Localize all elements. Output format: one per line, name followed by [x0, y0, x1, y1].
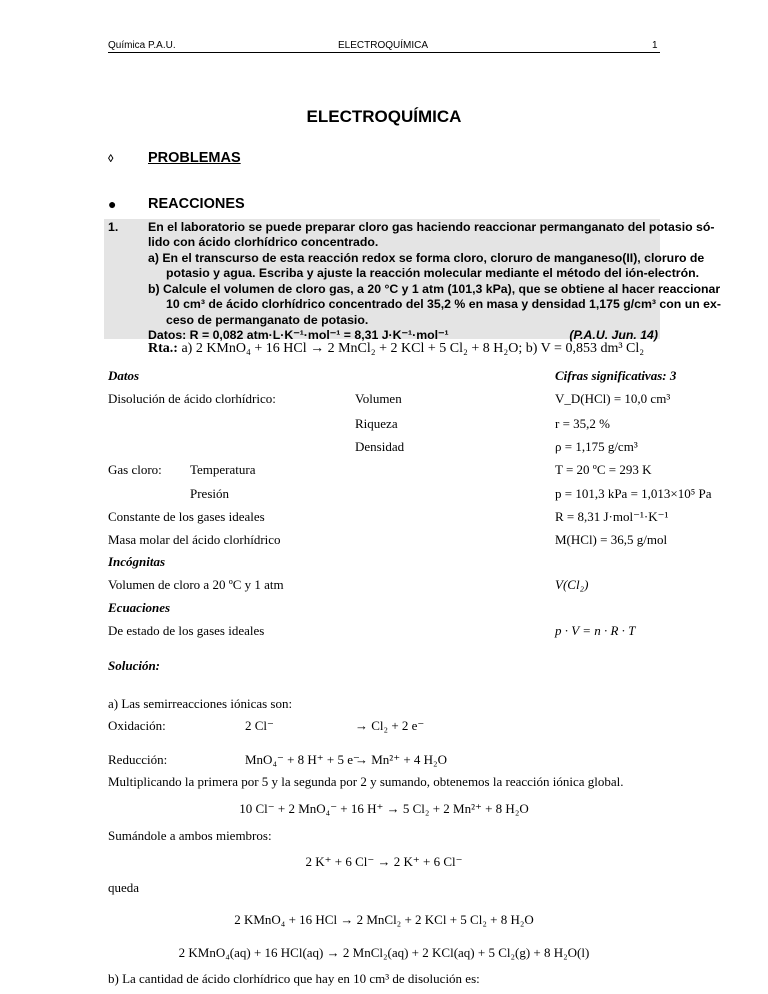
solution-heading: Solución: [108, 658, 161, 673]
subsection-heading: REACCIONES [148, 196, 245, 212]
row-value: T = 20 ºC = 293 K [555, 462, 652, 477]
equation: 2 K⁺ + 6 Cl⁻ → 2 K⁺ + 6 Cl⁻ [305, 854, 463, 869]
row-label: De estado de los gases ideales [108, 623, 265, 638]
row-value: V(Cl₂) [555, 577, 589, 592]
section-bullet: ◊ [108, 153, 114, 165]
problem-line: En el laboratorio se puede preparar cloro gas haciendo reaccionar permanganato del potasio só- [148, 220, 715, 234]
problem-number: 1. [108, 220, 119, 234]
half-reaction-right: → Cl₂ + 2 e⁻ [355, 718, 425, 733]
half-reaction-right: → Mn²⁺ + 4 H₂O [355, 752, 447, 767]
row-value: p = 101,3 kPa = 1,013×10⁵ Pa [555, 486, 712, 501]
solution-text: queda [108, 880, 140, 895]
section-heading: PROBLEMAS [148, 150, 241, 166]
row-label: Constante de los gases ideales [108, 509, 265, 524]
datos-heading: Datos [108, 368, 140, 383]
ecuaciones-heading: Ecuaciones [108, 600, 171, 615]
incognitas-heading: Incógnitas [108, 554, 166, 569]
half-reaction-left: MnO₄⁻ + 8 H⁺ + 5 e⁻ [245, 752, 360, 767]
equation: 2 KMnO₄(aq) + 16 HCl(aq) → 2 MnCl₂(aq) + 2 KCl(aq) + 5 Cl₂(g) + 8 H₂O(l) [178, 945, 590, 960]
page-title: ELECTROQUÍMICA [306, 107, 462, 126]
row-value: p · V = n · R · T [555, 623, 636, 638]
row-label: Gas cloro: [108, 462, 162, 477]
problem-line: b) Calcule el volumen de cloro gas, a 20 °C y 1 atm (101,3 kPa), que se obtiene al hacer reaccionar [148, 282, 721, 296]
solution-text: b) La cantidad de ácido clorhídrico que hay en 10 cm³ de disolución es: [108, 971, 480, 986]
row-value: V_D(HCl) = 10,0 cm³ [555, 391, 671, 406]
row-sublabel: Volumen [355, 391, 402, 406]
problem-datos: Datos: R = 0,082 atm·L·K⁻¹·mol⁻¹ = 8,31 J·K⁻¹·mol⁻¹ [148, 328, 449, 342]
row-label: Masa molar del ácido clorhídrico [108, 532, 281, 547]
solution-text: Multiplicando la primera por 5 y la segunda por 2 y sumando, obtenemos la reacción iónica global. [108, 774, 624, 789]
row-sublabel: Presión [190, 486, 229, 501]
equation: 2 KMnO₄ + 16 HCl → 2 MnCl₂ + 2 KCl + 5 Cl₂ + 8 H₂O [234, 912, 534, 927]
problem-line: potasio y agua. Escriba y ajuste la reacción molecular mediante el método del ión-electrón. [166, 266, 700, 280]
row-value: M(HCl) = 36,5 g/mol [555, 532, 668, 547]
solution-text: Sumándole a ambos miembros: [108, 828, 272, 843]
half-reaction-label: Reducción: [108, 752, 168, 767]
answer-text: a) 2 KMnO₄ + 16 HCl → 2 MnCl₂ + 2 KCl + 5 Cl₂ + 8 H₂O; b) V = 0,853 dm³ Cl₂ [177, 341, 645, 356]
solution-text: a) Las semirreacciones iónicas son: [108, 696, 293, 711]
half-reaction-left: 2 Cl⁻ [245, 718, 274, 733]
row-sublabel: Densidad [355, 439, 405, 454]
row-label: Volumen de cloro a 20 ºC y 1 atm [108, 577, 284, 592]
row-sublabel: Temperatura [190, 462, 256, 477]
subsection-bullet: ● [108, 196, 117, 212]
problem-line: lido con ácido clorhídrico concentrado. [148, 235, 379, 249]
page-number: 1 [652, 40, 658, 51]
problem-source: (P.A.U. Jun. 14) [569, 328, 658, 342]
row-label: Disolución de ácido clorhídrico: [108, 391, 276, 406]
row-sublabel: Riqueza [355, 416, 398, 431]
equation: 10 Cl⁻ + 2 MnO₄⁻ + 16 H⁺ → 5 Cl₂ + 2 Mn²⁺ + 8 H₂O [239, 801, 529, 816]
row-value: r = 35,2 % [555, 416, 610, 431]
header-left: Química P.A.U. [108, 40, 176, 51]
header-center: ELECTROQUÍMICA [338, 40, 429, 51]
header-rule [108, 52, 660, 53]
half-reaction-label: Oxidación: [108, 718, 166, 733]
answer-label: Rta.: [148, 341, 178, 356]
row-value: ρ = 1,175 g/cm³ [555, 439, 638, 454]
problem-line: 10 cm³ de ácido clorhídrico concentrado del 35,2 % en masa y densidad 1,175 g/cm³ con un ex- [166, 297, 721, 311]
cifras-heading: Cifras significativas: 3 [555, 368, 677, 383]
row-value: R = 8,31 J·mol⁻¹·K⁻¹ [555, 509, 669, 524]
problem-line: a) En el transcurso de esta reacción redox se forma cloro, cloruro de manganeso(II), cloruro de [148, 251, 705, 265]
problem-line: ceso de permanganato de potasio. [166, 313, 369, 327]
